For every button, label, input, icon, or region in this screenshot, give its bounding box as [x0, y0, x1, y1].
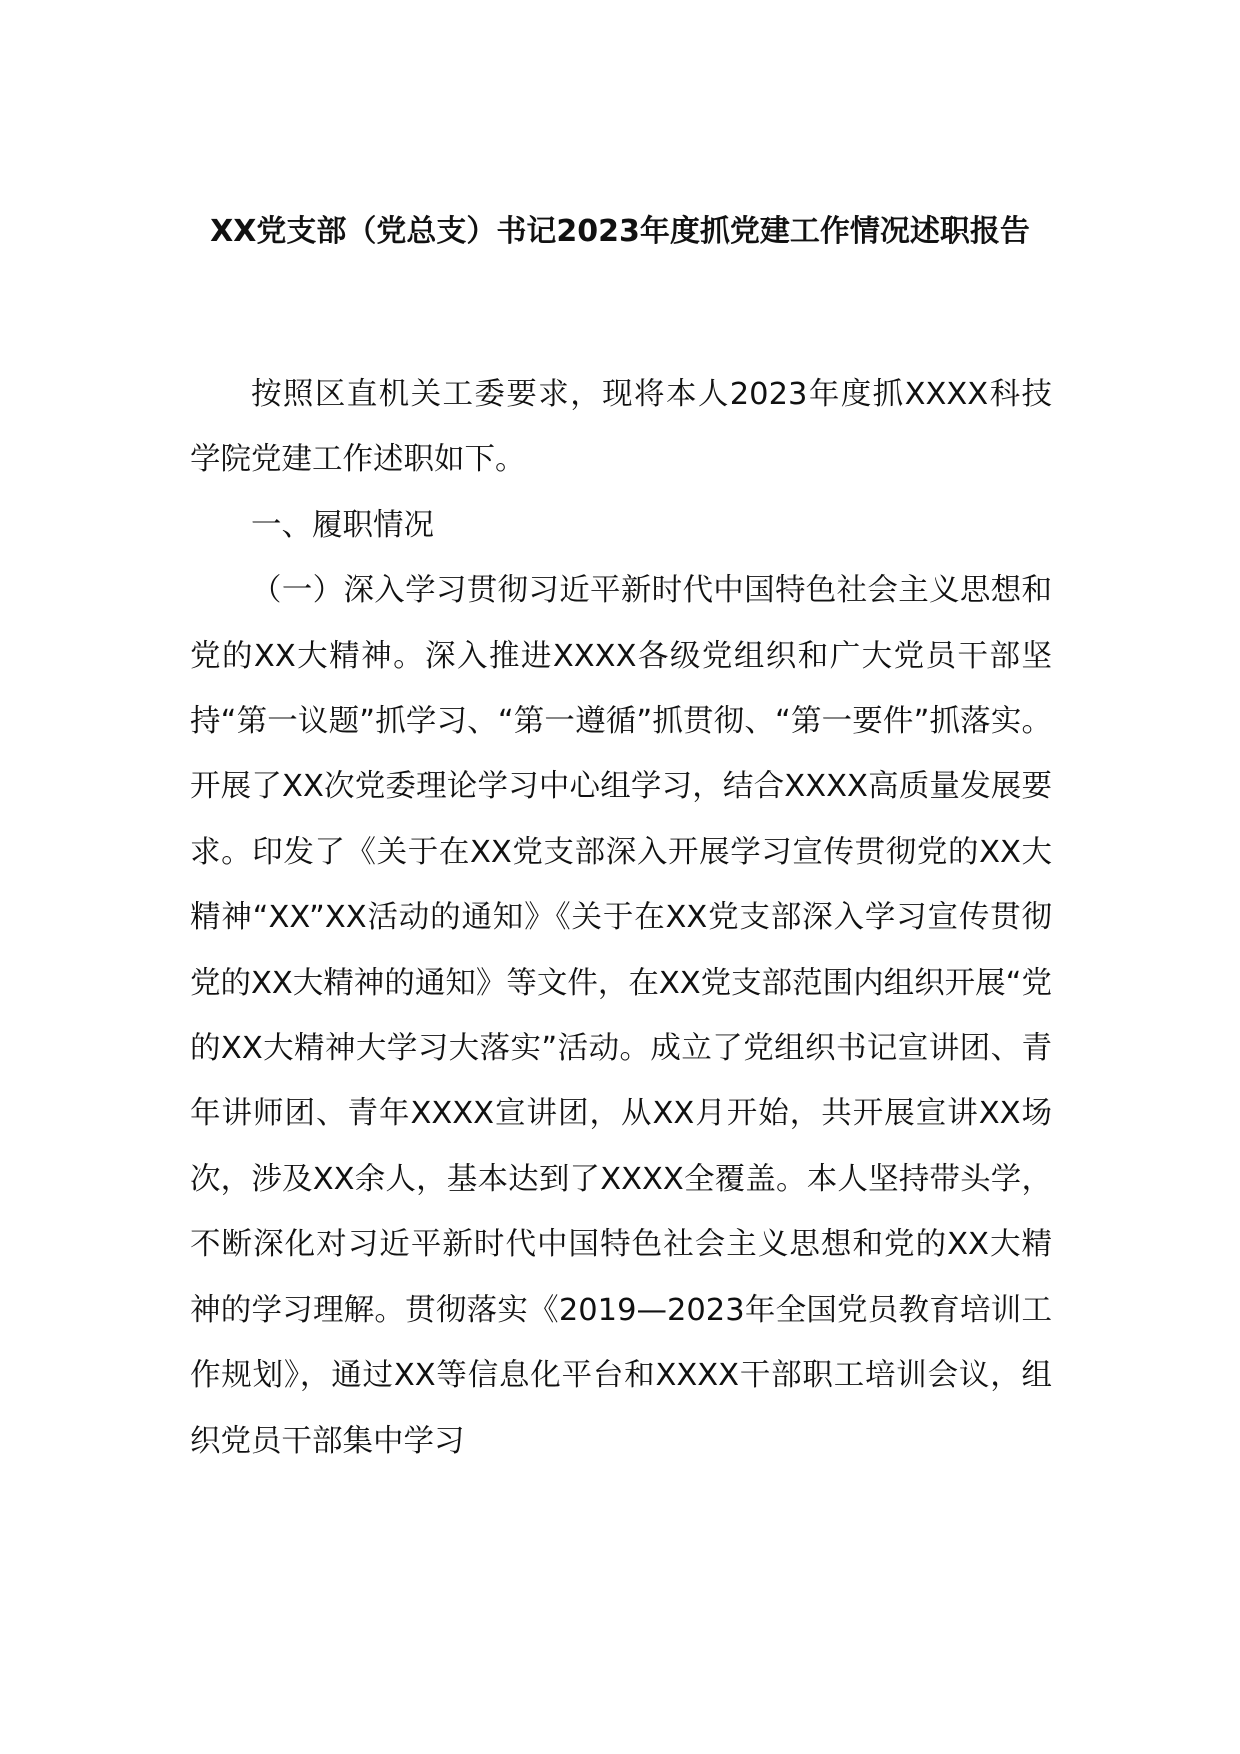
document-body — [190, 362, 1052, 1474]
document-title: XX党支部（党总支）书记2023年度抓党建工作情况述职报告 — [210, 214, 1030, 249]
intro-paragraph: 按照区直机关工委要求，现将本人2023年度抓XXXX科技学院党建工作述职如下。 — [190, 377, 1052, 478]
body-paragraph: （一）深入学习贯彻习近平新时代中国特色社会主义思想和党的XX大精神。深入推进XXXX各级党组织和广大党员干部坚持“第一议题”抓学习、“第一遵循”抓贯彻、“第一要件”抓落实。开展了XX次党委理论学习中心组学习，结合XXXX高质量发展要求。印发了《关于在XX党支部深入开展学习宣传贯彻党的XX大精神“XX”XX活动的通知》《关于在XX党支部深入学习宣传贯彻党的XX大精神的通知》等文件，在XX党支部范围内组织开展“党的XX大精神大学习大落实”活动。成立了党组织书记宣讲团、青年讲师团、青年XXXX宣讲团，从XX月开始，共开展宣讲XX场次，涉及XX余人，基本达到了XXXX全覆盖。本人坚持带头学，不断深化对习近平新时代中国特色社会主义思想和党的XX大精神的学习理解。贯彻落实《2019—2023年全国党员教育培训工作规划》，通过XX等信息化平台和XXXX干部职工培训会议，组织党员干部集中学习 — [190, 573, 1052, 1459]
section-heading: 一、履职情况 — [251, 507, 434, 543]
